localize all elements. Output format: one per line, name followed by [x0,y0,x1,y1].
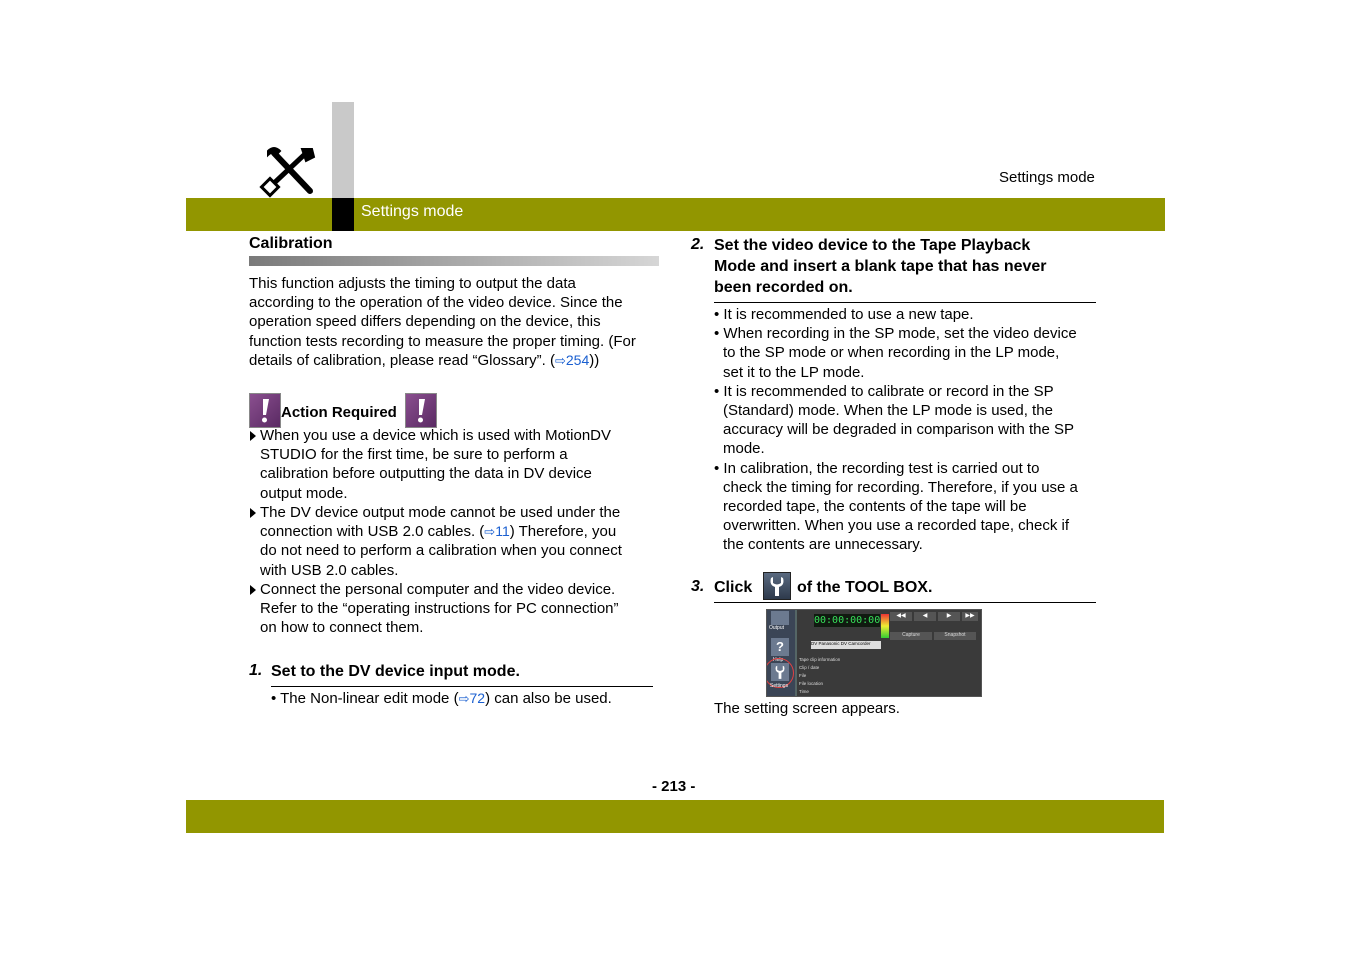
info-line: Clip / date [799,665,820,670]
page-number: - 213 - [652,778,696,795]
rewind-button[interactable]: ◀◀ [890,612,912,621]
note-line: check the timing for recording. Therefore, if you use a [723,478,1078,496]
step-rule [714,302,1096,303]
bullet-item [260,503,670,580]
section-title-bar [249,256,659,266]
intro-line: function tests recording to measure the proper timing. (For [249,332,636,350]
bullet-line: The DV device output mode cannot be used under the [260,504,621,521]
header-band-tab [332,198,354,231]
footer-band [186,800,1164,833]
glossary-link[interactable]: 254 [565,351,590,368]
note-line: overwritten. When you use a recorded tape, check if [723,517,1070,535]
toolbox-screenshot [766,609,982,697]
link-arrow-icon: ⇨ [554,352,566,368]
info-line: File location [799,681,824,686]
step-heading-line: Set the video device to the Tape Playback [714,237,1031,254]
note-line: set it to the LP mode. [723,363,865,381]
step-heading [714,235,1104,298]
bullet-line: STUDIO for the first time, be sure to perform a [260,446,568,464]
step-heading: Set to the DV device input mode. [271,663,520,680]
bullet-item [260,580,670,638]
intro-last-prefix: details of calibration, please read “Glossary”. ( [249,351,555,369]
header-band-title: Settings mode [361,203,464,220]
output-tool-icon[interactable] [771,611,789,625]
note-line: • It is recommended to use a new tape. [714,306,974,323]
note-suffix: ) can also be used. [485,690,612,707]
note-line: mode. [723,440,765,458]
bullet-line-suffix: ) Therefore, you [509,523,617,541]
bullet-item [260,426,670,503]
bullet-line: output mode. [260,484,348,502]
capture-button[interactable]: Capture [890,632,932,640]
action-required-label: Action Required [281,404,397,421]
info-line: Tape clip information [799,657,841,662]
device-select[interactable]: DV Panasonic DV Camcorder [811,641,881,649]
usb-link[interactable]: 11 [495,523,510,540]
info-line: File [799,673,807,678]
note-line: • In calibration, the recording test is carried out to [714,459,1040,477]
bullet-line: When you use a device which is used with MotionDV [260,427,612,444]
note-line: recorded tape, the contents of the tape will be [723,498,1027,516]
note-line: • When recording in the SP mode, set the video device [714,325,1077,343]
bullet-line [260,522,670,541]
bullet-arrow-icon [250,585,256,595]
step-heading-line: been recorded on. [714,279,853,296]
bullet-line-prefix: connection with USB 2.0 cables. ( [260,523,485,541]
play-reverse-button[interactable]: ◀ [914,612,936,621]
intro-line: This function adjusts the timing to output the data [249,275,576,292]
note-line: • It is recommended to calibrate or record in the SP [714,382,1054,400]
bullet-line: do not need to perform a calibration when you connect [260,542,622,560]
note-line: (Standard) mode. When the LP mode is used, the [723,402,1053,420]
output-label: Output [769,625,785,631]
note-line: accuracy will be degraded in comparison with the SP [723,421,1075,439]
step3-click-text: Click [714,579,753,596]
level-meter [881,614,889,638]
help-icon[interactable]: ? [771,638,789,656]
help-label: Help [773,657,784,663]
note-prefix: • The Non-linear edit mode ( [271,690,459,707]
note-line: the contents are unnecessary. [723,536,923,554]
step3-tail-text: of the TOOL BOX. [797,579,933,596]
step-rule [714,602,1096,603]
intro-last-suffix: )) [589,351,600,369]
bullet-line: Connect the personal computer and the video device. [260,581,616,598]
bullet-line: with USB 2.0 cables. [260,561,399,579]
note-line: to the SP mode or when recording in the LP mode, [723,344,1060,362]
link-arrow-icon: ⇨ [458,691,470,706]
step3-result: The setting screen appears. [714,700,900,717]
bullet-arrow-icon [250,431,256,441]
step-rule [271,686,653,687]
settings-tool-icon[interactable] [763,572,791,600]
info-panel [799,656,979,696]
tools-icon [258,145,320,200]
section-title: Calibration [249,235,333,252]
link-arrow-icon: ⇨ [484,524,496,540]
info-line: Time [799,689,809,694]
fast-forward-button[interactable]: ▶▶ [962,612,978,621]
step2-notes [714,305,1114,555]
exclamation-icon [249,393,281,428]
settings-label: Settings [770,683,789,689]
intro-line: operation speed differs depending on the device, this [249,313,601,331]
header-tab-gray [332,102,354,198]
bullet-line: Refer to the “operating instructions for PC connection” [260,600,619,618]
step-note [271,689,612,708]
step-number: 3. [691,578,705,595]
bullet-line: on how to connect them. [260,619,424,637]
bullet-line: calibration before outputting the data in DV device [260,465,592,483]
nonlinear-link[interactable]: 72 [469,690,486,706]
snapshot-button[interactable]: Snapshot [934,632,976,640]
step-number: 2. [691,236,705,253]
exclamation-icon [405,393,437,428]
intro-line: according to the operation of the video device. Since the [249,294,623,312]
bullet-arrow-icon [250,508,256,518]
running-header: Settings mode [999,169,1095,186]
timecode-display: 00:00:00:00 [814,615,881,626]
step-heading-line: Mode and insert a blank tape that has never [714,258,1047,275]
intro-line-last [249,351,669,370]
step-number: 1. [249,662,263,679]
intro-paragraph [249,274,669,370]
play-button[interactable]: ▶ [938,612,960,621]
